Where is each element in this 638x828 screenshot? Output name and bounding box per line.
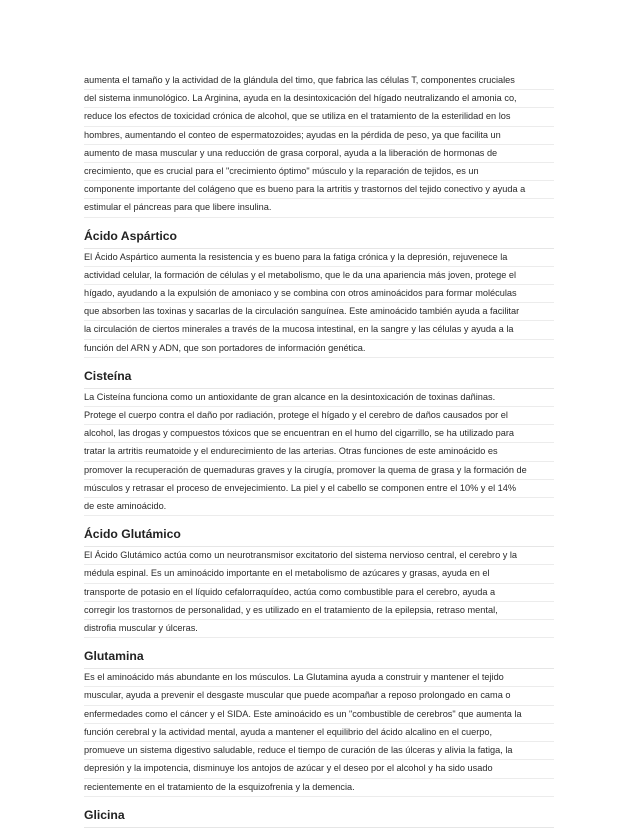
section-heading: Cisteína [84, 364, 554, 389]
text-line: de este aminoácido. [84, 498, 554, 516]
section-heading: Ácido Aspártico [84, 224, 554, 249]
text-line: hígado, ayudando a la expulsión de amoniaco y se combina con otros aminoácidos para formar moléculas [84, 285, 554, 303]
text-line: músculos y retrasar el proceso de envejecimiento. La piel y el cabello se componen entre el 10% y el 14% [84, 480, 554, 498]
text-line: crecimiento, que es crucial para el "crecimiento óptimo" músculo y la reparación de tejidos, es un [84, 163, 554, 181]
text-line: promueve un sistema digestivo saludable, reduce el tiempo de curación de las úlceras y alivia la fatiga, la [84, 742, 554, 760]
text-line: distrofia muscular y úlceras. [84, 620, 554, 638]
text-line: la circulación de ciertos minerales a través de la mucosa intestinal, en la sangre y las células y ayuda a la [84, 321, 554, 339]
text-line: aumento de masa muscular y una reducción de grasa corporal, ayuda a la liberación de hormonas de [84, 145, 554, 163]
text-line: función del ARN y ADN, que son portadores de información genética. [84, 340, 554, 358]
text-line: muscular, ayuda a prevenir el desgaste muscular que puede acompañar a reposo prolongado en cama o [84, 687, 554, 705]
text-line: función cerebral y la actividad mental, ayuda a mantener el equilibrio del ácido alcalino en el cuerpo, [84, 724, 554, 742]
text-line: transporte de potasio en el líquido cefalorraquídeo, actúa como combustible para el cerebro, ayuda a [84, 584, 554, 602]
text-line: depresión y la impotencia, disminuye los antojos de azúcar y el deseo por el alcohol y ha sido usado [84, 760, 554, 778]
text-line: actividad celular, la formación de células y el metabolismo, que le da una apariencia más joven, protege el [84, 267, 554, 285]
section-heading: Ácido Glutámico [84, 522, 554, 547]
section-cisteina [84, 364, 554, 516]
document-page [84, 72, 554, 828]
section-paragraph [84, 249, 554, 358]
text-line: estimular el páncreas para que libere insulina. [84, 199, 554, 217]
section-paragraph [84, 547, 554, 638]
section-paragraph [84, 669, 554, 796]
text-line: El Ácido Aspártico aumenta la resistencia y es bueno para la fatiga crónica y la depresión, rejuvenece la [84, 249, 554, 267]
text-line: corregir los trastornos de personalidad, y es utilizado en el tratamiento de la epilepsia, retraso mental, [84, 602, 554, 620]
intro-paragraph [84, 72, 554, 218]
section-acido-glutamico [84, 522, 554, 638]
text-line: reduce los efectos de toxicidad crónica de alcohol, que se utiliza en el tratamiento de la esterilidad en los [84, 108, 554, 126]
text-line: aumenta el tamaño y la actividad de la glándula del timo, que fabrica las células T, componentes cruciales [84, 72, 554, 90]
text-line: tratar la artritis reumatoide y el endurecimiento de las arterias. Otras funciones de este aminoácido es [84, 443, 554, 461]
section-heading: Glicina [84, 803, 554, 828]
text-line: recientemente en el tratamiento de la esquizofrenia y la demencia. [84, 779, 554, 797]
text-line: Es el aminoácido más abundante en los músculos. La Glutamina ayuda a construir y mantener el tejido [84, 669, 554, 687]
text-line: promover la recuperación de quemaduras graves y la cirugía, promover la quema de grasa y la formación de [84, 462, 554, 480]
section-glutamina [84, 644, 554, 796]
text-line: Protege el cuerpo contra el daño por radiación, protege el hígado y el cerebro de daños causados por el [84, 407, 554, 425]
text-line: hombres, aumentando el conteo de espermatozoides; ayudas en la pérdida de peso, ya que facilita un [84, 127, 554, 145]
text-line: La Cisteína funciona como un antioxidante de gran alcance en la desintoxicación de toxinas dañinas. [84, 389, 554, 407]
section-heading: Glutamina [84, 644, 554, 669]
text-line: componente importante del colágeno que es bueno para la artritis y trastornos del tejido conectivo y ayuda a [84, 181, 554, 199]
text-line: alcohol, las drogas y compuestos tóxicos que se encuentran en el humo del cigarrillo, se ha utilizado para [84, 425, 554, 443]
text-line: enfermedades como el cáncer y el SIDA. Este aminoácido es un "combustible de cerebros" que aumenta la [84, 706, 554, 724]
text-line: que absorben las toxinas y sacarlas de la circulación sanguínea. Este aminoácido también ayuda a facilitar [84, 303, 554, 321]
section-glicina [84, 803, 554, 828]
section-paragraph [84, 389, 554, 516]
text-line: médula espinal. Es un aminoácido importante en el metabolismo de azúcares y grasas, ayuda en el [84, 565, 554, 583]
section-acido-aspartico [84, 224, 554, 358]
text-line: del sistema inmunológico. La Arginina, ayuda en la desintoxicación del hígado neutralizando el amonia co, [84, 90, 554, 108]
text-line: El Ácido Glutámico actúa como un neurotransmisor excitatorio del sistema nervioso central, el cerebro y la [84, 547, 554, 565]
